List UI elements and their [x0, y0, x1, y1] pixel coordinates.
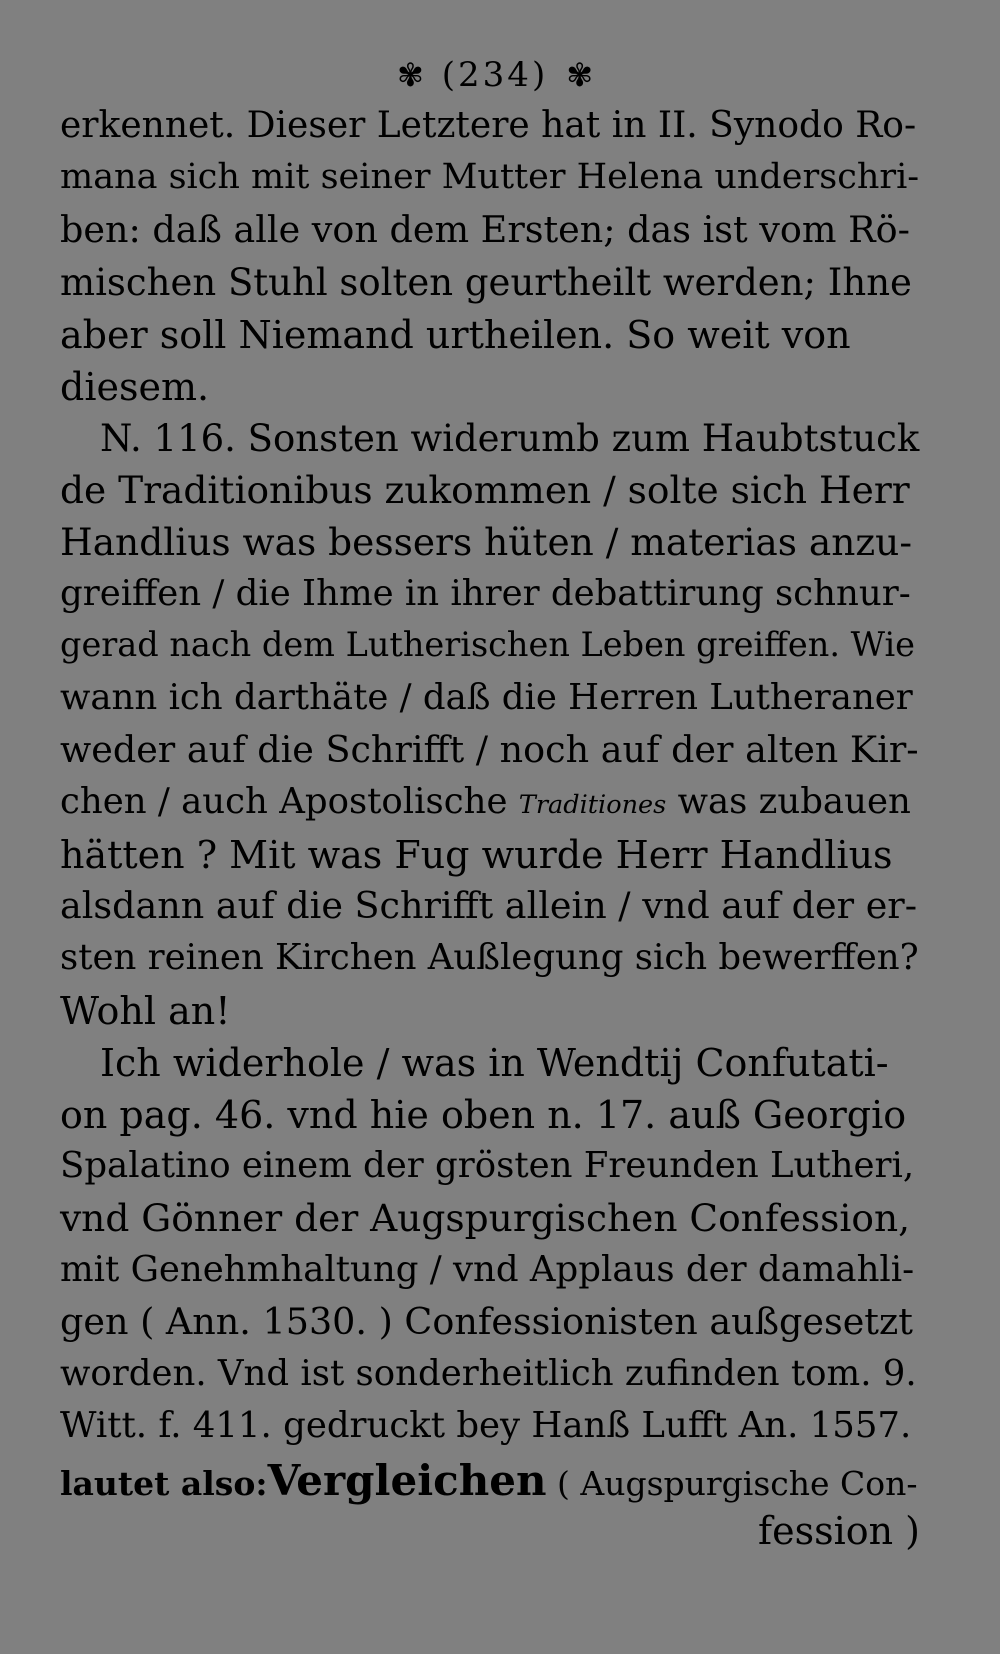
text-line: Witt. f. 411. gedruckt bey Hanß Lufft An. 1557. [60, 1405, 912, 1446]
text-line: on pag. 46. vnd hie oben n. 17. auß Georgio [60, 1093, 907, 1137]
text-line: gen ( Ann. 1530. ) Confessionisten außgesetzt [60, 1300, 913, 1343]
document-page [60, 50, 930, 1610]
text-segment: lautet also: [60, 1464, 268, 1503]
text-line [60, 781, 920, 822]
text-line: wann ich darthäte / daß die Herren Lutheraner [60, 677, 913, 718]
text-line: gerad nach dem Lutherischen Leben greiffen. Wie [60, 625, 916, 664]
text-line: diesem. [60, 365, 210, 409]
text-segment: ( Augspurgische Con- [546, 1464, 918, 1503]
text-line: Spalatino einem der grösten Freunden Lutheri, [60, 1145, 915, 1186]
flourish-left-icon: ✾ [396, 56, 424, 94]
text-line: aber soll Niemand urtheilen. So weit von [60, 313, 851, 357]
text-line: alsdann auf die Schrifft allein / vnd auf der er- [60, 884, 918, 927]
text-line [60, 1456, 920, 1505]
text-line: erkennet. Dieser Letztere hat in II. Synodo Ro- [60, 105, 917, 146]
text-line: vnd Gönner der Augspurgischen Confession, [60, 1196, 911, 1240]
paragraph-start-line: N. 116. Sonsten widerumb zum Haubtstuck [100, 417, 920, 460]
text-segment: chen / auch Apostolische [60, 781, 508, 822]
text-line: mit Genehmhaltung / vnd Applaus der damahli- [60, 1249, 915, 1290]
latin-term: Traditiones [518, 790, 667, 820]
text-line: de Traditionibus zukommen / solte sich Herr [60, 468, 910, 512]
text-line: weder auf die Schrifft / noch auf der alten Kir- [60, 728, 919, 771]
page-number: (234) [441, 55, 549, 95]
text-line: greiffen / die Ihme in ihrer debattirung schnur- [60, 573, 911, 614]
text-line: worden. Vnd ist sonderheitlich zufinden tom. 9. [60, 1353, 917, 1394]
page-header [60, 50, 930, 100]
paragraph-start-line: Ich widerhole / was in Wendtij Confutati- [100, 1041, 889, 1085]
text-line: hätten ? Mit was Fug wurde Herr Handlius [60, 833, 893, 877]
text-line: ben: daß alle von dem Ersten; das ist vom Rö- [60, 208, 910, 251]
text-line: sten reinen Kirchen Außlegung sich bewerffen? [60, 937, 919, 978]
text-line: Wohl an! [60, 989, 231, 1033]
text-line: Handlius was bessers hüten / materias anzu- [60, 520, 913, 564]
text-segment: was zubauen [666, 781, 911, 822]
text-line: mana sich mit seiner Mutter Helena underschri- [60, 157, 920, 197]
emphasized-word: Vergleichen [267, 1456, 547, 1505]
flourish-right-icon: ✾ [566, 56, 594, 94]
text-line: mischen Stuhl solten geurtheilt werden; Ihne [60, 261, 912, 304]
catchword-line: fession ) [758, 1509, 920, 1553]
